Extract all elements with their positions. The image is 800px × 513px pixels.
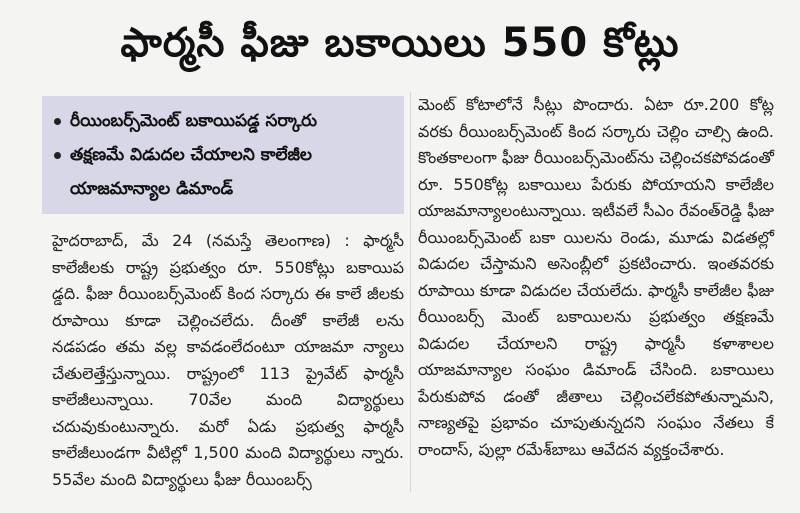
bullet-icon — [54, 152, 61, 159]
highlight-item — [52, 104, 394, 138]
article-right-column — [418, 92, 774, 463]
highlights-box — [42, 96, 404, 214]
highlight-item — [52, 138, 394, 206]
headline: ఫార్మసీ ఫీజు బకాయిలు 550 కోట్లు — [120, 20, 680, 66]
article-paragraph: మెంట్ కోటాలోనే సీట్లు పొందారు. ఏటా రూ.200 కోట్ల వరకు రీయింబర్స్‌మెంట్ కింద సర్కారు చెల్లిం చాల్సి ఉంది. కొంతకాలంగా ఫీజు రీయింబర్స్‌మెంట్‌ను చెల్లించకపోవడంతో రూ. 550కోట్ల బకాయిలు పేరుకు పోయాయని కాలేజీల యాజమాన్యాలంటున్నాయి. ఇటీవలే సీఎం రేవంత్‌రెడ్డి ఫీజు రీయింబర్స్‌మెంట్ బకా యిలను రెండు, మూడు విడతల్లో విడుదల చేస్తామని అసెంబ్లీలో ప్రకటించారు. ఇంతవరకు రూపాయి కూడా విడుదల చేయలేదు. ఫార్మసీ కాలేజీల ఫీజు రీయింబర్స్ మెంట్ బకాయిలను ప్రభుత్వం తక్షణమే విడుదల చేయాలని రాష్ట్ర ఫార్మసీ కళాశాలల యాజమాన్యాల సంఘం డిమాండ్ చేసింది. బకాయిలు పేరుకుపోవ డంతో జీతాలు చెల్లించలేకపోతున్నామని, నాణ్యతపై ప్రభావం చూపుతున్నదని సంఘం నేతలు కే రాందాస్, పుల్లా రమేశ్‌బాబు ఆవేదన వ్యక్తంచేశారు. — [418, 95, 774, 459]
bullet-icon — [54, 118, 61, 125]
article-paragraph: హైదరాబాద్, మే 24 (నమస్తే తెలంగాణ) : ఫార్మసీ కాలేజీలకు రాష్ట్ర ప్రభుత్వం రూ. 550కోట్లు బకాయిప డ్డది. ఫీజు రీయింబర్స్‌మెంట్ కింద సర్కారు ఈ కాలే జీలకు రూపాయి కూడా చెల్లించలేదు. దీంతో కాలేజీ లను నడపడం తమ వల్ల కావడంలేదంటూ యాజమా న్యాలు చేతులెత్తేస్తున్నాయి. రాష్ట్రంలో 113 ప్రైవేట్ ఫార్మసీ కాలేజీలున్నాయి. 70వేల మంది విద్యార్థులు చదువుకుంటున్నారు. మరో ఏడు ప్రభుత్వ ఫార్మసీ కాలేజీలుండగా వీటిల్లో 1,500 మంది విద్యార్థులు న్నారు. 55వేల మంది విద్యార్థులు ఫీజు రీయింబర్స్ — [52, 231, 404, 489]
column-divider — [410, 92, 411, 492]
highlight-text: తక్షణమే విడుదల చేయాలని కాలేజీల యాజమాన్యాల డిమాండ్ — [70, 145, 312, 199]
article-left-column — [52, 228, 404, 493]
highlights-list — [42, 96, 404, 206]
highlight-text: రీయింబర్స్‌మెంట్ బకాయిపడ్డ సర్కారు — [70, 111, 318, 131]
